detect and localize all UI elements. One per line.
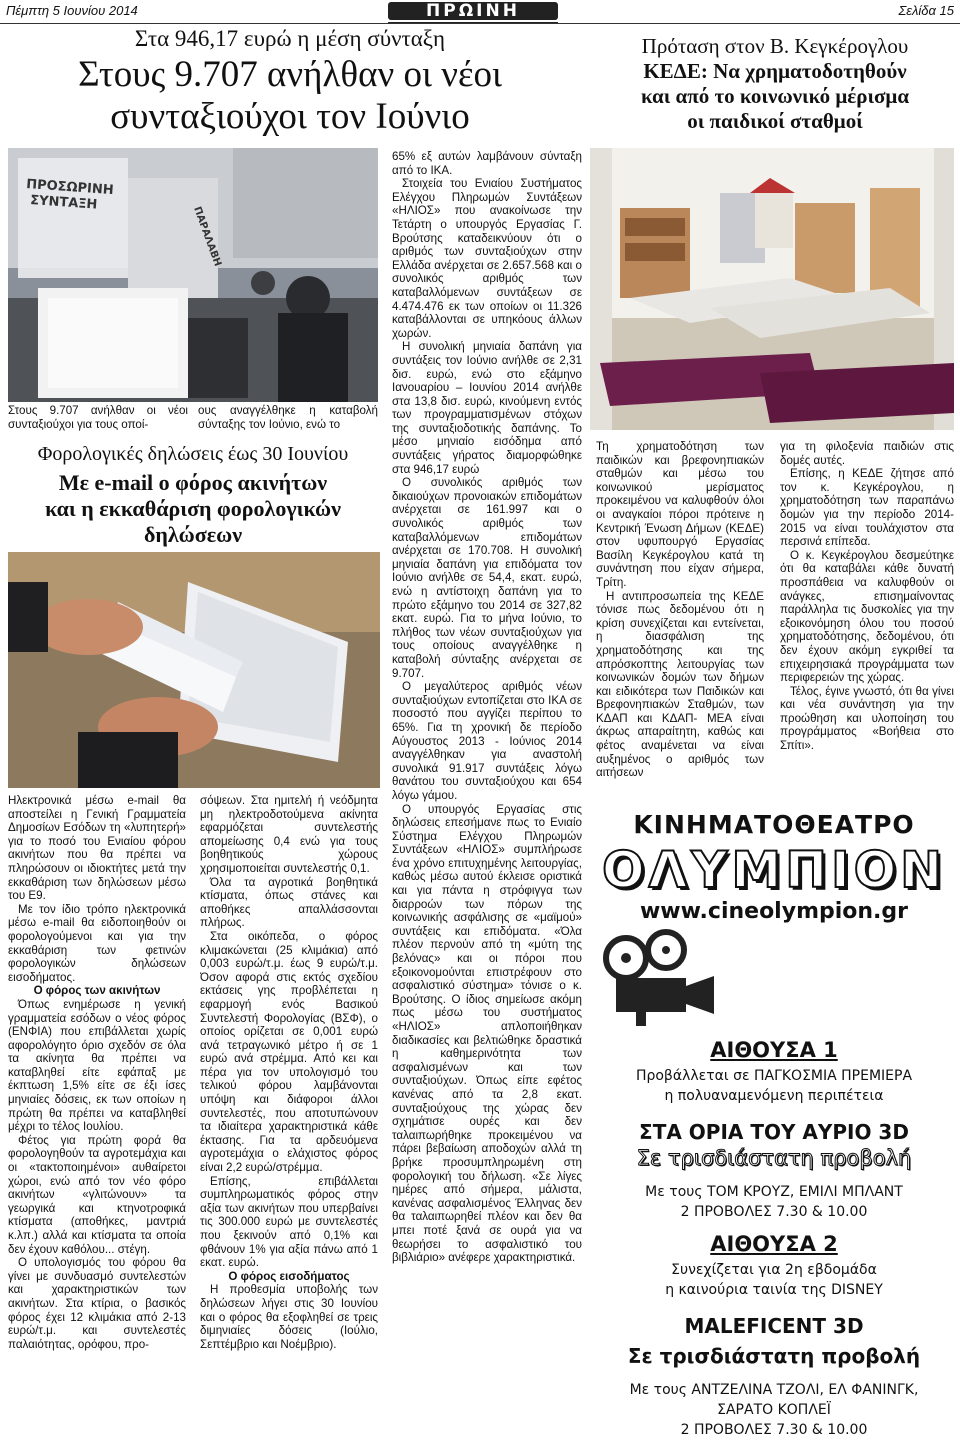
paragraph: Ο συνολικός αριθμός των δικαιούχων προνοιακών επιδομάτων ανέρχεται σε 161.997 και ο συνολικός αριθμός των καταβαλλόμενων επιδομάτων ανέρχεται σε 170.708. Η συνολική μηνιαία δαπάνη για επιδόματα τον Ιούνιο ανήλθε σε 54,4, εκατ. ευρώ, ενώ η αντίστοιχη δαπάνη για το πρώτο εξάμηνο του 2014 σε 327,82 εκατ. ευρώ. Για το μήνα Ιούνιο, το πλήθος των νέων συνταξιούχων για τους οποίους αναγγέλθηκε η καταβολή σύνταξης ανέρχεται σε 9.707.	[392, 476, 582, 680]
article3-column-2	[780, 440, 954, 800]
hall1-label: ΑΙΘΟΥΣΑ 1	[710, 1038, 838, 1062]
article2-title-2: και η εκκαθάριση φορολογικών	[45, 496, 341, 521]
cinema-header: ΚΙΝΗΜΑΤΟΘΕΑΤΡΟ	[633, 810, 915, 839]
paragraph: Στοιχεία του Ενιαίου Συστήματος Ελέγχου Πληρωμών Συντάξεων «ΗΛΙΟΣ» που ανακοίνωσε την Τετάρτη ο υπουργός Εργασίας Γ. Βρούτσης καταδεικνύουν ότι ο αριθμός των συνταξιούχων στην Ελλάδα ανέρχεται σε 2.657.568 και ο συνολικός αριθμός των καταβαλλόμενων συντάξεων σε 4.474.476 εκ των οποίων οι 11.326 καταβάλλονται σε υπηκόους άλλων χωρών.	[392, 177, 582, 340]
article3-column-1	[596, 440, 764, 800]
paragraph: σόψεων. Στα ημιτελή ή νεόδμητα μη ηλεκτροδοτούμενα ακίνητα εφαρμόζεται συντελεστής απομείωσης 0,4 ενώ για τους βοηθητικούς χώρους χρησιμοποιείται συντελεστής 0,1.	[200, 794, 378, 875]
paragraph: Η αντιπροσωπεία της ΚΕΔΕ τόνισε πως δεδομένου ότι η κρίση συνεχίζεται και εντείνεται, η διασφάλιση της χρηματοδότησης και της απρόσκοπτης λειτουργίας των κοινωνικών δομών των δήμων και ειδικότερα των Παιδικών και Βρεφονηπιακών Σταθμών, των ΚΔΑΠ και ΚΔΑΠ- ΜΕΑ είναι άκρως απαραίτητη, καθώς και φέτος αναμένεται να είναι αυξημένος ο αριθμός των αιτήσεων	[596, 589, 764, 780]
article1-column-3	[392, 150, 582, 1435]
article2-kicker: Φορολογικές δηλώσεις έως 30 Ιουνίου	[37, 443, 349, 465]
article2-headline	[0, 442, 386, 548]
hall2-line2: η καινούρια ταινία της DISNEY	[665, 1282, 883, 1298]
paragraph: Ο μεγαλύτερος αριθμός νέων συνταξιούχων εντοπίζεται στο ΙΚΑ σε ποσοστό που αγγίζει περίπου το 65%. Για τη χρονική δε περίοδο Αύγουστος 2013 - Ιούνιος 2014 αναγγέλθηκαν για αναστολή συνολικά 91.917 συντάξεις λόγω θανάτου του συνταξιούχου και 654 λόγω γάμου.	[392, 680, 582, 802]
hall2-line1: Συνεχίζεται για 2η εβδομάδα	[671, 1262, 877, 1278]
paragraph: 65% εξ αυτών λαμβάνουν σύνταξη από το ΙΚΑ.	[392, 150, 582, 177]
paragraph: Ο κ. Κεγκέρογλου δεσμεύτηκε ότι θα καταβάλει κάθε δυνατή προσπάθεια να καλυφθούν οι ανάγκες, επισημαίνοντας παράλληλα τις δυσκολίες για την εξοικονόμηση όλου του ποσού χρηματοδότησης, δεδομένου, ότι δεν έχουν ακόμη εγκριθεί τα επιχειρησιακά προγράμματα των περιφερειών της χώρας.	[780, 548, 954, 685]
paragraph: Επίσης, επιβάλλεται συμπληρωματικός φόρος στην αξία των ακινήτων που υπερβαίνει τις 300.000 ευρώ με συντελεστές που ξεκινούν από 0,1% και φθάνουν 1% για αξία πάνω από 1 εκατ. ευρώ.	[200, 1174, 378, 1270]
paragraph: Τη χρηματοδότηση των παιδικών και βρεφονηπιακών σταθμών και μέσω του κοινωνικού μερίσματος προκειμένου να καλυφθούν όλοι οι αναγκαίοι πόροι πρότεινε η Κεντρική Ένωση Δήμων (ΚΕΔΕ) στον υφυπουργό Εργασίας Βασίλη Κεγκέρογλου κατά τη συνάντηση που είχαν σήμερα, Τρίτη.	[596, 440, 764, 589]
hall2-format: Σε τρισδιάστατη προβολή	[627, 1344, 921, 1368]
cinema-url: www.cineolympion.gr	[639, 899, 909, 924]
paragraph: για τη φιλοξενία παιδιών στις δομές αυτές.	[780, 440, 954, 467]
hall2-cast-2: ΣΑΡΑΤΟ ΚΟΠΛΕΪ	[717, 1402, 831, 1418]
article2-title-1: Με e-mail ο φόρος ακινήτων	[58, 470, 328, 495]
paragraph: Επίσης, η ΚΕΔΕ ζήτησε από τον κ. Κεγκέρογλου, η χρηματοδότηση των παραπάνω δομών για την περίοδο 2014-2015 να είναι τουλάχιστον στα περσινά επίπεδα.	[780, 467, 954, 549]
article2-column-2	[200, 794, 378, 1439]
svg-text:ΣΥΝΤΑΞΗ: ΣΥΝΤΑΞΗ	[29, 193, 98, 213]
newspaper-masthead: ΠΡΩΙΝΗ	[388, 2, 558, 24]
article3-headline	[590, 34, 960, 134]
page-number: Σελίδα 15	[898, 3, 954, 18]
paragraph: Όπως ενημέρωσε η γενική γραμματεία εσόδων ο νέος φόρος (ΕΝΦΙΑ) που επιβάλλεται χωρίς αφορολόγητο όριο σχεδόν σε όλα τα ακίνητα θα πρέπει να καταβληθεί είτε εφάπαξ με έκπτωση 1,5% είτε σε έξι ίσες μηνιαίες δόσεις, εκ των οποίων η πρώτη θα πρέπει να καταβληθεί μέχρι το τέλος Ιουλίου.	[8, 997, 186, 1134]
paragraph: Η προθεσμία υποβολής των δηλώσεων λήγει στις 30 Ιουνίου και ο φόρος θα εξοφληθεί σε τρεις διμηνιαίες δόσεις (Ιούλιο, Σεπτέμβριο και Νοέμβριο).	[200, 1283, 378, 1351]
article1-kicker: Στα 946,17 ευρώ η μέση σύνταξη	[134, 26, 446, 51]
hall1-format: Σε τρισδιάστατη προβολή	[636, 1146, 912, 1170]
article1-title-1: Στους 9.707 ανήλθαν οι νέοι	[78, 54, 502, 95]
hall1-cast: Με τους ΤΟΜ ΚΡΟΥΖ, ΕΜΙΛΙ ΜΠΛΑΝΤ	[645, 1184, 903, 1200]
paragraph: Στα οικόπεδα, ο φόρος κλιμακώνεται (25 κλιμάκια) από 0,003 ευρώ/τ.μ. έως 9 ευρώ/τ.μ. Όσον αφορά στις εκτός σχεδίου εκτάσεις γης προβλέπεται η εφαρμογή ενός Βασικού Συντελεστή Φορολογίας (ΒΣΦ), ο οποίος ορίζεται σε 0,001 ευρώ ανά τετραγωνικό μέτρο ή σε 1 ευρώ ανά στρέμμα. Από κει και πέρα για τον υπολογισμό του τελικού φόρου λαμβάνονται υπόψη και διάφοροι άλλοι συντελεστές, που αποτυπώνουν τα ιδιαίτερα χαρακτηριστικά κάθε έκτασης. Για τα αρδευόμενα αγροτεμάχια ο ελάχιστος φόρος είναι 2,2 ευρώ/στρέμμα.	[200, 929, 378, 1175]
article1-lead-right: ους αναγγέλθηκε η καταβολή σύνταξης τον Ιούνιο, ενώ το	[198, 404, 378, 431]
paragraph: Όλα τα αγροτικά βοηθητικά κτίσματα, όπως στάνες και αποθήκες απαλλάσσονται πλήρως.	[200, 875, 378, 930]
paragraph: Η συνολική μηνιαία δαπάνη για συντάξεις τον Ιούνιο ανήλθε σε 2,31 δισ. ευρώ, ενώ στο εξάμηνο Ιανουαρίου – Ιουνίου 2014 ανήλθε στα 13,8 δισ. ευρώ, κινούμενη εντός των προγραμματισμένων στόχων της συνταξιοδοτικής δαπάνης. Το μέσο μηνιαίο εισόδημα από συντάξεις γήρατος διαμορφώθηκε στα 946,17 ευρώ	[392, 340, 582, 476]
cinema-name: ΟΛΥΜΠΙΟΝ	[602, 841, 946, 899]
issue-date: Πέμπτη 5 Ιουνίου 2014	[6, 3, 138, 18]
article3-title-2: και από το κοινωνικό μέρισμα	[640, 84, 910, 108]
paragraph: Ηλεκτρονικά μέσω e-mail θα αποστείλει η Γενική Γραμματεία Δημοσίων Εσόδων τη «λυπητερή» για το ποσό του Ενιαίου φόρου ακινήτων που θα πρέπει να πληρώσουν οι ιδιοκτήτες μετά την εκκαθάριση των δηλώσεων μέσω του Ε9.	[8, 794, 186, 903]
cinema-advert	[592, 802, 956, 1442]
hall1-line1: Προβάλλεται σε ΠΑΓΚΟΣΜΙΑ ΠΡΕΜΙΕΡΑ	[635, 1068, 913, 1084]
envelopes-photo	[8, 552, 380, 788]
subheading: Ο φόρος εισοδήματος	[228, 1269, 350, 1283]
subheading: Ο φόρος των ακινήτων	[33, 984, 161, 998]
svg-text:ΠΑΡΑΛΑΒΗ: ΠΑΡΑΛΑΒΗ	[191, 205, 223, 268]
article3-kicker: Πρόταση στον Β. Κεγκέρογλου	[641, 34, 909, 58]
paragraph: Ο υπολογισμός του φόρου θα γίνει με συνδυασμό συντελεστών και χαρακτηριστικών των ακινήτων. Στα κτίρια, ο βασικός φόρος έχει 12 κλιμάκια από 2-13 ευρώ/τ.μ. και συντελεστές παλαιότητας, ορόφου, προ-	[8, 1256, 186, 1351]
nursery-photo	[590, 148, 954, 430]
paragraph: Ο υπουργός Εργασίας στις δηλώσεις επεσήμανε πως το Ενιαίο Σύστημα Ελέγχου Πληρωμών Συντάξεων «ΗΛΙΟΣ» συμπλήρωσε ένα χρόνο επιτυχημένης λειτουργίας, καθώς μέσω αυτού έκλεισε οριστικά και για πάντα η στρόφιγγα των διαρροών των πόρων της κοινωνικής ασφάλισης σε «μαϊμού» συντάξεις και επιδόματα. «Όλα πλέον περνούν από τη «μύτη της βελόνας» και οι πόροι που εξοικονομούνται επιστρέφουν στο ασφαλιστικό σύστημα» τόνισε ο κ. Βρούτσης. Ο ίδιος σημείωσε ακόμη πως μέσω του συστήματος «ΗΛΙΟΣ» απλοποιήθηκαν διαδικασίες και βελτιώθηκε δραστικά η καθημερινότητα των ασφαλισμένων και των συνταξιούχων. Όπως είπε εφέτος κανένας από τα 2,8 εκατ. συνταξιούχους της χώρας δεν σχημάτισε ουρές και δεν ταλαιπωρήθηκε προκειμένου να πάρει βεβαίωση αποδοχών αλλά τη βρήκε προσυμπληρωμένη στη φορολογική του δήλωση. «Σε λίγες ημέρες από σήμερα, μάλιστα, κανένας ασφαλισμένος Έλληνας δεν θα ταλαιπωρηθεί πλέον και δεν θα μπει ποτέ ξανά σε ουρά για να θεωρήσει το ασφαλιστικό του βιβλιάριο» ανέφερε χαρακτηριστικά.	[392, 802, 582, 1265]
article3-title-3: οι παιδικοί σταθμοί	[687, 109, 863, 133]
article1-title-2: συνταξιούχοι τον Ιούνιο	[110, 96, 470, 137]
hall2-shows: 2 ΠΡΟΒΟΛΕΣ 7.30 & 10.00	[680, 1422, 868, 1438]
hall2-film: MALEFICENT 3D	[684, 1314, 864, 1338]
article2-title-3: δηλώσεων	[143, 522, 243, 547]
header-rule	[0, 23, 960, 24]
article2-column-1	[8, 794, 186, 1439]
article3-title-1: ΚΕΔΕ: Να χρηματοδοτηθούν	[643, 59, 907, 83]
hall1-film: ΣΤΑ ΟΡΙΑ ΤΟΥ ΑΥΡΙΟ 3D	[639, 1120, 909, 1144]
page-header	[0, 0, 960, 22]
paragraph: Φέτος για πρώτη φορά θα φορολογηθούν τα αγροτεμάχια και οι «τακτοποιημένοι» αυθαίρετοι χώροι, ενώ από τον νέο φόρο ακινήτων «γλιτώνουν» τα γεωργικά και κτηνοτροφικά κτίσματα (αποθήκες, μαντριά κ.λπ.) αλλά και κτίσματα τα οποία δεν έχουν καθόλου... στέγη.	[8, 1133, 186, 1256]
hall2-cast-1: Με τους ΑΝΤΖΕΛΙΝΑ ΤΖΟΛΙ, ΕΛ ΦΑΝΙΝΓΚ,	[629, 1382, 919, 1398]
paragraph: Με τον ίδιο τρόπο ηλεκτρονικά μέσω e-mail θα ειδοποιηθούν οι φορολογούμενοι και για την εκκαθάριση των φετινών φορολογικών δηλώσεων εισοδήματος.	[8, 902, 186, 984]
paragraph: Τέλος, έγινε γνωστό, ότι θα γίνει και νέα συνάντηση για την προώθηση και υλοποίηση του προγράμματος «Βοήθεια στο Σπίτι».	[780, 684, 954, 753]
hall1-shows: 2 ΠΡΟΒΟΛΕΣ 7.30 & 10.00	[680, 1204, 868, 1220]
svg-text:ΠΡΟΣΩΡΙΝΗ: ΠΡΟΣΩΡΙΝΗ	[25, 177, 115, 199]
pension-office-photo	[8, 148, 378, 402]
hall2-label: ΑΙΘΟΥΣΑ 2	[710, 1232, 838, 1256]
article1-headline	[0, 26, 580, 138]
hall1-line2: η πολυαναμενόμενη περιπέτεια	[664, 1088, 884, 1104]
article1-lead-left: Στους 9.707 ανήλθαν οι νέοι συνταξιούχοι για τους οποί-	[8, 404, 188, 431]
film-projector-icon	[592, 924, 956, 1030]
